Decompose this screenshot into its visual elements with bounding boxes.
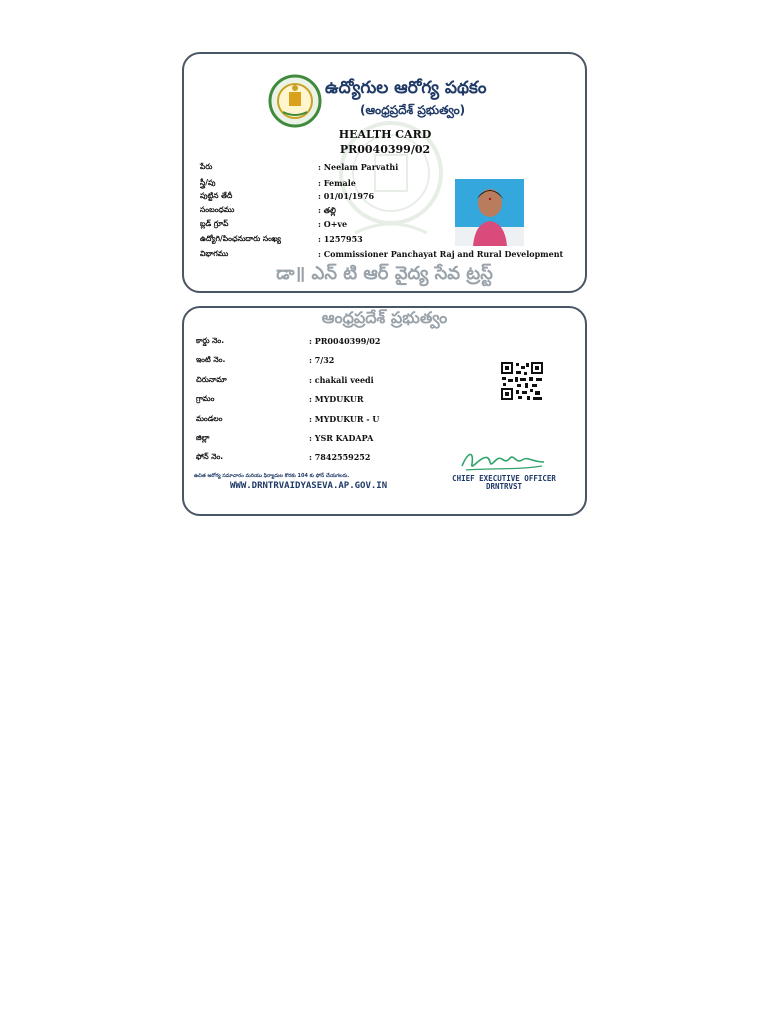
field-label: విభాగము bbox=[200, 249, 229, 258]
field-label: మండలం bbox=[196, 414, 223, 423]
website-link[interactable]: WWW.DRNTRVAIDYASEVA.AP.GOV.IN bbox=[230, 481, 388, 491]
field-label: ఉద్యోగి/పింఛనుదారు సంఖ్య bbox=[200, 234, 281, 243]
govt-name: ఆంధ్రప్రదేశ్ ప్రభుత్వం bbox=[321, 308, 448, 327]
field-label: బ్లడ్ గ్రూప్ bbox=[200, 219, 229, 228]
field-label: సంబంధము bbox=[200, 205, 235, 214]
ceo-title: CHIEF EXECUTIVE OFFICER bbox=[452, 474, 556, 483]
field-value: : 7/32 bbox=[309, 355, 335, 365]
field-label: స్త్రీ/పు bbox=[200, 178, 216, 187]
field-label: చిరునామా bbox=[196, 375, 227, 384]
beneficiary-photo bbox=[455, 179, 524, 246]
field-value: : chakali veedi bbox=[309, 375, 374, 385]
ap-state-emblem-icon bbox=[268, 74, 322, 128]
field-mandal bbox=[196, 414, 496, 428]
field-value: : Commissioner Panchayat Raj and Rural Development bbox=[318, 249, 564, 259]
field-name bbox=[200, 162, 570, 176]
field-value: : 7842559252 bbox=[309, 452, 371, 462]
field-value: : MYDUKUR - U bbox=[309, 414, 380, 424]
field-value: : O+ve bbox=[318, 219, 348, 229]
field-label: పేరు bbox=[200, 162, 213, 171]
field-label: గ్రామం bbox=[196, 394, 215, 403]
field-value: : YSR KADAPA bbox=[309, 433, 374, 443]
field-department bbox=[200, 249, 570, 263]
field-label: ఫోన్ నెం. bbox=[196, 452, 224, 461]
field-card-number bbox=[196, 336, 496, 350]
field-label: కార్డు నెం. bbox=[196, 336, 225, 345]
field-label: జిల్లా bbox=[196, 433, 210, 442]
field-value: : తల్లి bbox=[318, 205, 336, 215]
trust-name: డా॥ ఎన్ టి ఆర్ వైద్య సేవ ట్రస్ట్ bbox=[276, 263, 493, 284]
field-address bbox=[196, 375, 496, 389]
qr-code-icon bbox=[500, 361, 544, 401]
field-value: : 01/01/1976 bbox=[318, 191, 375, 201]
field-district bbox=[196, 433, 496, 447]
field-village bbox=[196, 394, 496, 408]
scheme-title: ఉద్యోగుల ఆరోగ్య పథకం bbox=[325, 78, 487, 98]
card-id: PR0040399/02 bbox=[339, 143, 431, 156]
field-house-number bbox=[196, 355, 496, 369]
field-phone bbox=[196, 452, 496, 466]
field-value: : Neelam Parvathi bbox=[318, 162, 399, 172]
field-value: : PR0040399/02 bbox=[309, 336, 381, 346]
field-value: : 1257953 bbox=[318, 234, 363, 244]
card-title: HEALTH CARD bbox=[338, 128, 432, 141]
helpline-info: ఉచిత ఆరోగ్య సమాచారం మరియు ఫిర్యాదుల కొరకు 104 కు ఫోన్ చేయగలరు. bbox=[194, 473, 350, 479]
field-label: పుట్టిన తేదీ bbox=[200, 191, 233, 200]
field-value: : MYDUKUR bbox=[309, 394, 364, 404]
field-label: ఇంటి నెం. bbox=[196, 355, 226, 364]
ceo-org: DRNTRVST bbox=[485, 482, 523, 491]
ceo-signature bbox=[458, 444, 548, 476]
field-value: : Female bbox=[318, 178, 356, 188]
scheme-subtitle: (ఆంధ్రప్రదేశ్ ప్రభుత్వం) bbox=[360, 103, 466, 117]
